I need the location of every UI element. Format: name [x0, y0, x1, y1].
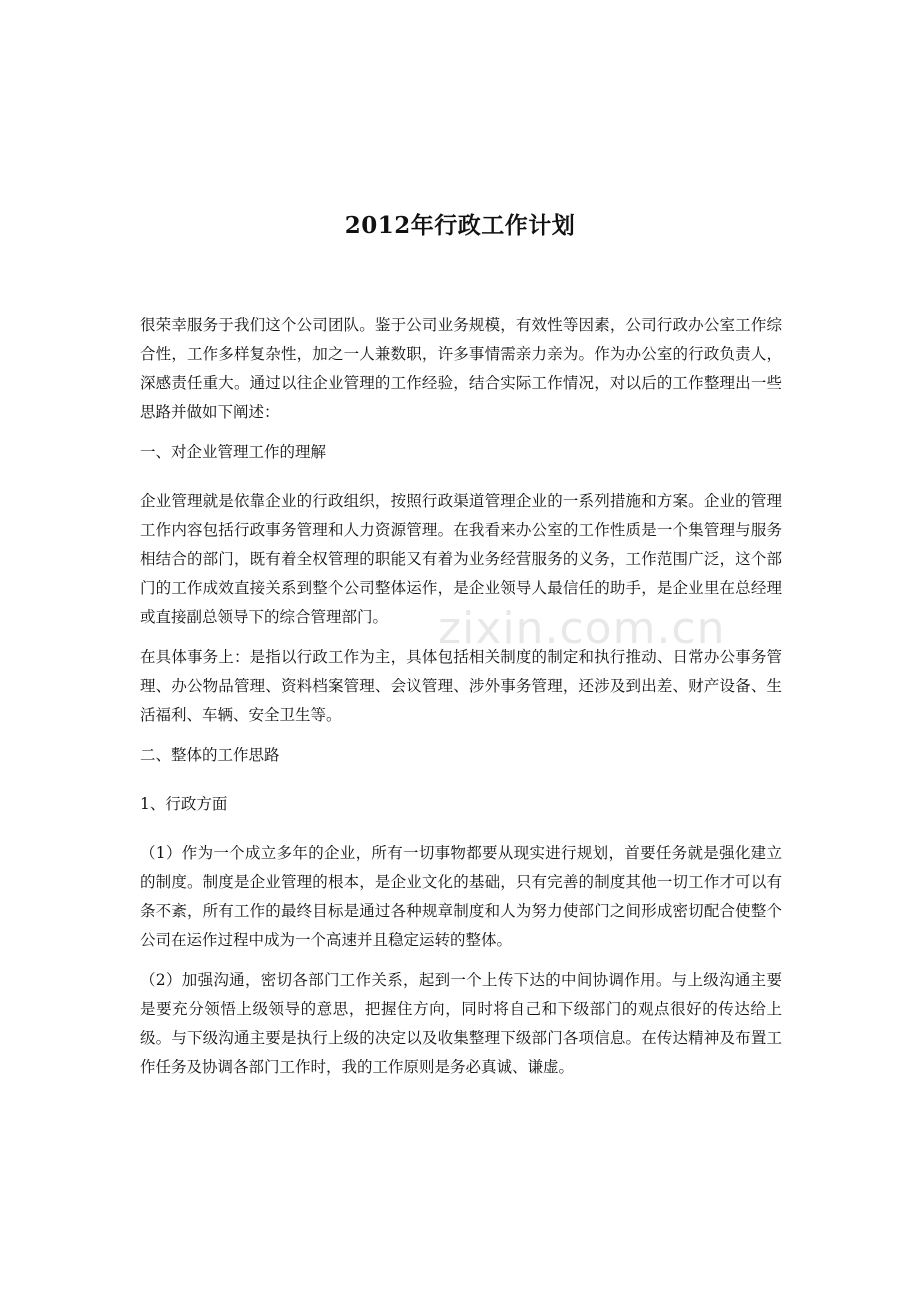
document-body — [140, 311, 782, 1093]
paragraph-specific-affairs: 在具体事务上：是指以行政工作为主，具体包括相关制度的制定和执行推动、日常办公事务管理、办公物品管理、资料档案管理、会议管理、涉外事务管理，还涉及到出差、财产设备、生活福利、车辆、安全卫生等。 — [140, 648, 782, 724]
section-heading-1: 一、对企业管理工作的理解 — [140, 443, 327, 461]
section-heading-2: 二、整体的工作思路 — [140, 746, 280, 764]
watermark-text: zixin.com.cn — [438, 603, 726, 654]
document-title: 2012年行政工作计划 — [344, 212, 576, 239]
subsection-heading-admin: 1、行政方面 — [140, 795, 228, 813]
paragraph-item-2: （2）加强沟通，密切各部门工作关系，起到一个上传下达的中间协调作用。与上级沟通主要是要充分领悟上级领导的意思，把握住方向，同时将自己和下级部门的观点很好的传达给上级。与下级沟通主要是执行上级的决定以及收集整理下级部门各项信息。在传达精神及布置工作任务及协调各部门工作时，我的工作原则是务必真诚、谦虚。 — [140, 971, 782, 1076]
paragraph-management-definition: 企业管理就是依靠企业的行政组织，按照行政渠道管理企业的一系列措施和方案。企业的管理工作内容包括行政事务管理和人力资源管理。在我看来办公室的工作性质是一个集管理与服务相结合的部门，既有着全权管理的职能又有着为业务经营服务的义务，工作范围广泛，这个部门的工作成效直接关系到整个公司整体运作，是企业领导人最信任的助手，是企业里在总经理或直接副总领导下的综合管理部门。 — [140, 492, 782, 626]
paragraph-item-1: （1）作为一个成立多年的企业，所有一切事物都要从现实进行规划，首要任务就是强化建立的制度。制度是企业管理的根本，是企业文化的基础，只有完善的制度其他一切工作才可以有条不紊，所有工作的最终目标是通过各种规章制度和人为努力使部门之间形成密切配合使整个公司在运作过程中成为一个高速并且稳定运转的整体。 — [140, 844, 782, 949]
paragraph-intro: 很荣幸服务于我们这个公司团队。鉴于公司业务规模，有效性等因素，公司行政办公室工作综合性，工作多样复杂性，加之一人兼数职，许多事情需亲力亲为。作为办公室的行政负责人，深感责任重大。通过以往企业管理的工作经验，结合实际工作情况，对以后的工作整理出一些思路并做如下阐述： — [140, 316, 782, 421]
